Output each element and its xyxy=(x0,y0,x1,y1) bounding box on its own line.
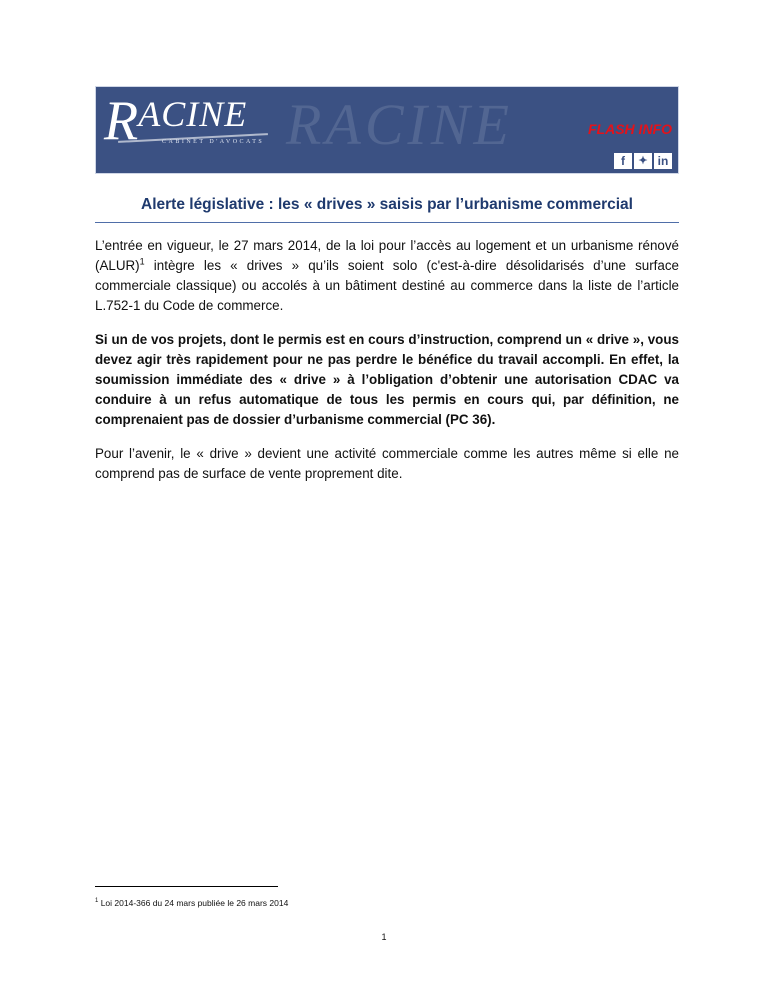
paragraph-intro xyxy=(95,236,679,316)
twitter-icon[interactable]: ✦ xyxy=(634,153,652,169)
title-underline xyxy=(95,222,679,223)
paragraph-intro-part1: L’entrée en vigueur, le 27 mars 2014, de la loi pour l’accès au logement et un urbanisme rénové (ALUR) xyxy=(95,238,679,273)
footnote xyxy=(95,898,288,908)
social-links xyxy=(614,153,672,169)
logo-name: ACINE xyxy=(138,94,248,134)
paragraph-outlook: Pour l’avenir, le « drive » devient une activité commerciale comme les autres même si elle ne comprend pas de surface de vente proprement dite. xyxy=(95,446,679,481)
logo-initial: R xyxy=(104,90,139,152)
logo-subtitle: CABINET D'AVOCATS xyxy=(162,139,265,145)
facebook-icon[interactable]: f xyxy=(614,153,632,169)
page-number: 1 xyxy=(381,932,387,942)
banner-watermark-text: RACINE xyxy=(286,92,513,157)
header-banner xyxy=(95,86,679,174)
linkedin-icon[interactable]: in xyxy=(654,153,672,169)
paragraph-warning: Si un de vos projets, dont le permis est en cours d’instruction, comprend un « drive », vous devez agir très rapidement pour ne pas perdre le bénéfice du travail accompli. En effet, la soumission immédiate des « drive » à l’obligation d’obtenir une autorisation CDAC va conduire à un refus automatique de tous les permis en cours qui, par définition, ne comprenaient pas de dossier d’urbanisme commercial (PC 36). xyxy=(95,332,679,427)
document-title: Alerte législative : les « drives » saisis par l’urbanisme commercial xyxy=(141,196,633,213)
footnote-number: 1 xyxy=(95,898,99,905)
footnote-separator xyxy=(95,886,278,887)
flash-info-label: FLASH INFO xyxy=(588,121,672,137)
footnote-reference[interactable]: 1 xyxy=(139,256,145,267)
footnote-text: Loi 2014-366 du 24 mars publiée le 26 mars 2014 xyxy=(98,898,289,908)
paragraph-intro-part2: intègre les « drives » qu’ils soient solo (c'est-à-dire désolidarisés d’une surface commerciale classique) ou accolés à un bâtiment destiné au commerce dans la liste de l’article L.752-1 du Code de commerce. xyxy=(95,258,679,313)
